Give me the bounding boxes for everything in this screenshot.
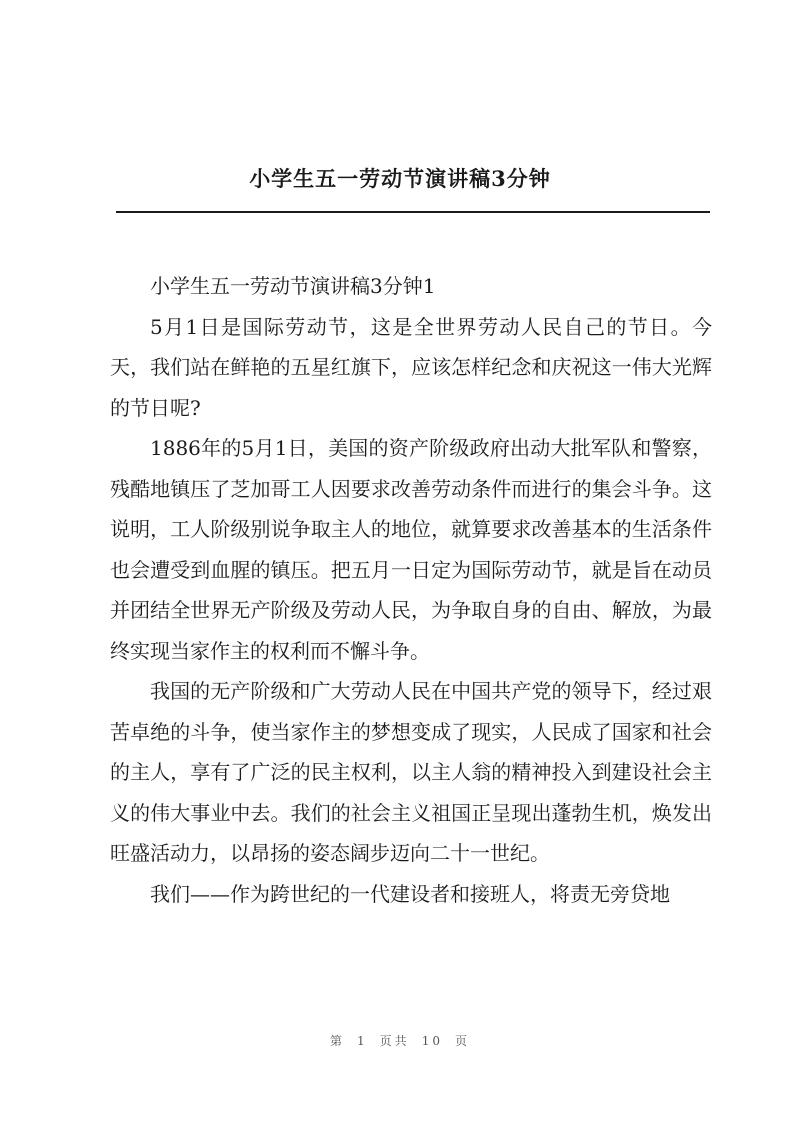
paragraph: 我们——作为跨世纪的一代建设者和接班人，将责无旁贷地 [150, 881, 670, 906]
footer-page-number: 1 [357, 1034, 368, 1048]
footer-prefix: 第 [330, 1034, 346, 1048]
paragraph: 我国的无产阶级和广大劳动人民在中国共产党的领导下，经过艰苦卓绝的斗争，使当家作主的梦想变成了现实，人民成了国家和社会的主人，享有了广泛的民主权利，以主人翁的精神投入到建设社会主义的伟大事业中去。我们的社会主义祖国正呈现出蓬勃生机，焕发出旺盛活动力，以昂扬的姿态阔步迈向二十一世纪。 [110, 679, 712, 865]
paragraph-heading: 小学生五一劳动节演讲稿3分钟1 [150, 274, 436, 298]
title-divider [116, 211, 710, 213]
page-footer [0, 1032, 800, 1049]
paragraph: 1886年的5月1日，美国的资产阶级政府出动大批军队和警察，残酷地镇压了芝加哥工人因要求改善劳动条件而进行的集会斗争。这说明，工人阶级别说争取主人的地位，就算要求改善基本的生活条件也会遭受到血腥的镇压。把五月一日定为国际劳动节，就是旨在动员并团结全世界无产阶级及劳动人民，为争取自身的自由、解放，为最终实现当家作主的权利而不懈斗争。 [110, 436, 712, 663]
document-body [110, 266, 712, 914]
page-title: 小学生五一劳动节演讲稿3分钟 [249, 166, 551, 191]
paragraph: 5月1日是国际劳动节，这是全世界劳动人民自己的节日。今天，我们站在鲜艳的五星红旗下，应该怎样纪念和庆祝这一伟大光辉的节日呢? [110, 314, 712, 420]
footer-total-pages: 10 [421, 1034, 443, 1048]
footer-suffix: 页 [454, 1034, 470, 1048]
footer-middle: 页共 [379, 1034, 410, 1048]
